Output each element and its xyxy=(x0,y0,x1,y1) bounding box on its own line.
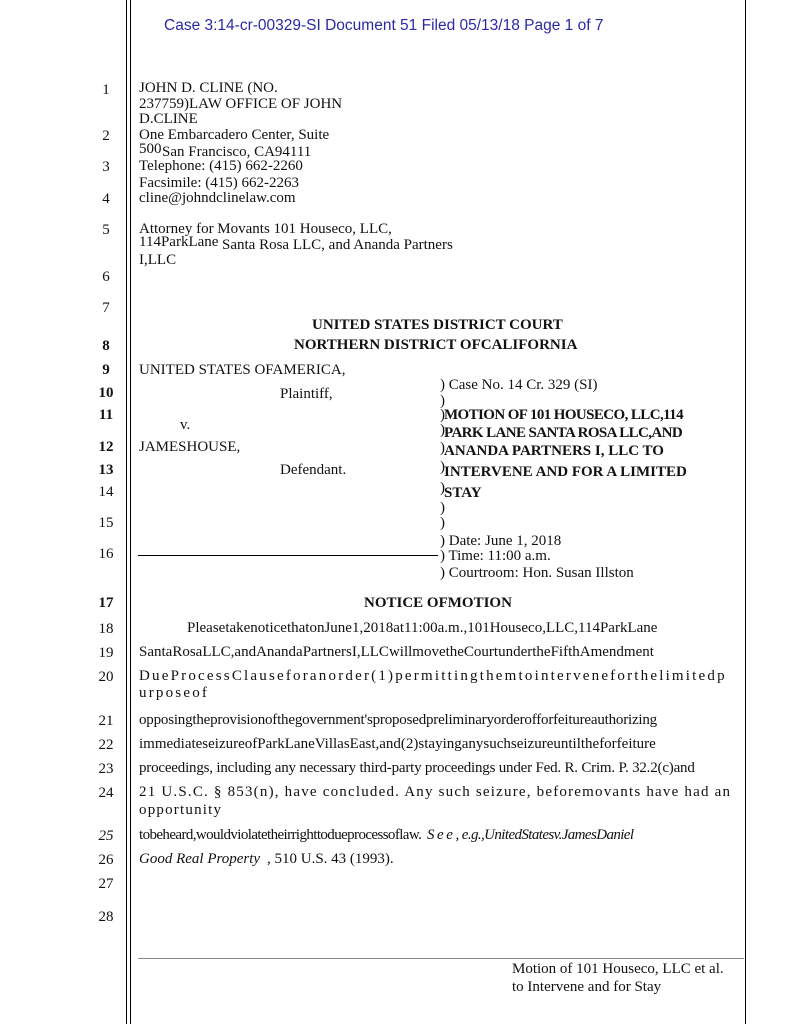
caption-paren: ) xyxy=(440,480,445,496)
motion-title-line: MOTION OF 101 HOUSECO, LLC,114 xyxy=(444,407,683,423)
ecf-header: Case 3:14-cr-00329-SI Document 51 Filed 05/13/18 Page 1 of 7 xyxy=(164,17,604,34)
line-number: 1 xyxy=(102,82,110,98)
caption-underline xyxy=(138,555,438,556)
line-number: 17 xyxy=(98,595,114,611)
line-number: 16 xyxy=(98,546,114,562)
line-number: 10 xyxy=(98,385,114,401)
left-margin-rule-outer xyxy=(126,0,127,1024)
footer-subtitle: to Intervene and for Stay xyxy=(512,979,662,995)
body-line: SantaRosaLLC,andAnandaPartnersI,LLCwillmovetheCourtundertheFifthAmendment xyxy=(139,644,654,660)
attorney-for-line: I,LLC xyxy=(139,252,177,268)
case-citation-name: Good Real Property xyxy=(139,851,261,867)
line-number: 11 xyxy=(98,407,114,423)
caption-paren: ) xyxy=(440,440,445,456)
motion-title-line: STAY xyxy=(444,485,482,501)
versus: v. xyxy=(180,417,191,433)
line-number: 24 xyxy=(98,785,114,801)
defendant-name: JAMESHOUSE, xyxy=(139,439,241,455)
caption-paren: ) xyxy=(440,515,445,531)
line-number: 23 xyxy=(98,761,114,777)
line-number: 18 xyxy=(98,621,114,637)
line-number: 27 xyxy=(98,876,114,892)
motion-title-line: PARK LANE SANTA ROSA LLC,AND xyxy=(444,425,683,441)
caption-paren: ) xyxy=(440,422,445,438)
body-line: urposeof xyxy=(139,685,210,701)
body-line: tobeheard,wouldviolatetheirrighttodueprocessoflaw. xyxy=(139,827,422,843)
line-number: 15 xyxy=(98,515,114,531)
attorney-for-line: Santa Rosa LLC, and Ananda Partners xyxy=(222,237,453,253)
line-number: 6 xyxy=(102,269,110,285)
caption-paren: ) xyxy=(440,500,445,516)
body-line: proceedings, including any necessary third-party proceedings under Fed. R. Crim. P. 32.2(c)and xyxy=(139,760,695,776)
line-number: 12 xyxy=(98,439,114,455)
body-line: DueProcessClauseforanorder(1)permittingthemtointerveneforthelimitedp xyxy=(139,668,727,684)
motion-title-line: ANANDA PARTNERS I, LLC TO xyxy=(444,443,664,459)
attorney-address: One Embarcadero Center, Suite xyxy=(139,127,330,143)
body-line: PleasetakenoticethatonJune1,2018at11:00a.m.,101Houseco,LLC,114ParkLane xyxy=(187,620,658,636)
attorney-city: San Francisco, CA94111 xyxy=(162,144,312,160)
caption-paren: ) xyxy=(440,459,445,475)
line-number: 28 xyxy=(98,909,114,925)
attorney-bar-firm: 237759)LAW OFFICE OF JOHN xyxy=(139,96,343,112)
defendant-role: Defendant. xyxy=(280,462,347,478)
line-number: 14 xyxy=(98,484,114,500)
attorney-facsimile: Facsimile: (415) 662-2263 xyxy=(139,175,299,191)
footer-title: Motion of 101 Houseco, LLC et al. xyxy=(512,961,724,977)
attorney-for-line: Attorney for Movants 101 Houseco, LLC, xyxy=(139,221,392,237)
line-number: 8 xyxy=(102,338,110,354)
body-line: 21 U.S.C. § 853(n), have concluded. Any such seizure, beforemovants have had an xyxy=(139,784,732,800)
hearing-courtroom: ) Courtroom: Hon. Susan Illston xyxy=(440,565,634,581)
line-number: 25 xyxy=(98,828,114,844)
footer-rule xyxy=(138,958,744,959)
plaintiff-name: UNITED STATES OFAMERICA, xyxy=(139,362,346,378)
line-number: 26 xyxy=(98,852,114,868)
plaintiff-role: Plaintiff, xyxy=(280,386,333,402)
right-margin-rule xyxy=(745,0,746,1024)
line-number: 5 xyxy=(102,222,110,238)
attorney-name: JOHN D. CLINE (NO. xyxy=(139,80,278,96)
line-number: 9 xyxy=(102,362,110,378)
line-number: 7 xyxy=(102,300,110,316)
line-number: 21 xyxy=(98,713,114,729)
motion-title-line: INTERVENE AND FOR A LIMITED xyxy=(444,464,687,480)
line-number: 13 xyxy=(98,462,114,478)
attorney-telephone: Telephone: (415) 662-2260 xyxy=(139,158,303,174)
attorney-email: cline@johndclinelaw.com xyxy=(139,190,296,206)
line-number: 19 xyxy=(98,645,114,661)
case-number: ) Case No. 14 Cr. 329 (SI) xyxy=(440,377,598,393)
left-margin-rule-inner xyxy=(130,0,131,1024)
notice-heading: NOTICE OFMOTION xyxy=(364,595,512,611)
caption-paren: ) xyxy=(440,407,445,423)
body-line: immediateseizureofParkLaneVillasEast,and(2)stayinganysuchseizureuntiltheforfeiture xyxy=(139,736,656,752)
body-line: opportunity xyxy=(139,802,223,818)
line-number: 20 xyxy=(98,669,114,685)
case-citation-reporter: , 510 U.S. 43 (1993). xyxy=(267,851,394,867)
court-title: UNITED STATES DISTRICT COURT xyxy=(312,317,563,333)
body-line: opposingtheprovisionofthegovernment'sproposedpreliminaryorderofforfeitureauthorizing xyxy=(139,712,657,728)
hearing-date: ) Date: June 1, 2018 xyxy=(440,533,562,549)
court-district: NORTHERN DISTRICT OFCALIFORNIA xyxy=(294,337,578,353)
attorney-firm: D.CLINE xyxy=(139,111,198,127)
caption-paren: ) xyxy=(440,393,445,409)
case-citation: S e e , e.g.,UnitedStatesv.JamesDaniel xyxy=(427,827,634,843)
line-number: 3 xyxy=(102,159,110,175)
line-number: 4 xyxy=(102,191,110,207)
hearing-time: ) Time: 11:00 a.m. xyxy=(440,548,551,564)
line-number: 22 xyxy=(98,737,114,753)
attorney-for-line: 114ParkLane xyxy=(139,234,219,250)
line-number: 2 xyxy=(102,128,110,144)
attorney-suite: 500 xyxy=(139,141,162,157)
